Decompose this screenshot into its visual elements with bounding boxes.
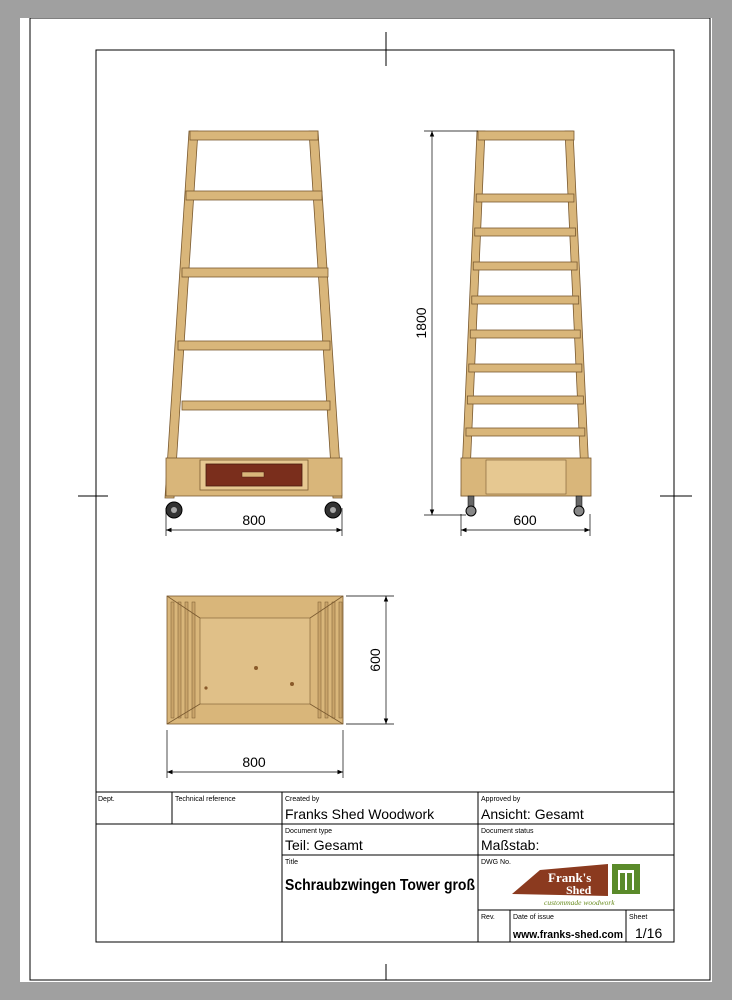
dim-top-width (167, 730, 343, 778)
approved-by-label: Approved by (481, 796, 521, 803)
drawing-title: Schraubzwingen Tower groß (285, 877, 476, 894)
created-by-label: Created by (285, 796, 320, 803)
dwg-no-label: DWG No. (481, 859, 511, 866)
franks-shed-logo (512, 864, 640, 907)
dim-top-depth (346, 596, 394, 724)
side-view (461, 131, 591, 516)
created-by-value: Franks Shed Woodwork (285, 806, 435, 822)
dim-side-width (461, 512, 590, 536)
technical-reference-label: Technical reference (175, 796, 236, 803)
side-shelf (476, 194, 574, 202)
top-slat (171, 602, 174, 718)
rev-label: Rev. (481, 914, 495, 921)
date-of-issue-label: Date of issue (513, 914, 554, 921)
sheet-value: 1/16 (635, 925, 663, 941)
technical-drawing (20, 18, 712, 982)
side-shelf (472, 296, 579, 304)
document-type-value: Teil: Gesamt (285, 837, 363, 853)
dim-top-width-label: 800 (242, 754, 266, 770)
sheet-frame (30, 18, 710, 980)
front-view (165, 131, 342, 518)
document-status-value: Maßstab: (481, 837, 540, 853)
side-shelf (475, 228, 576, 236)
top-slat (185, 602, 188, 718)
side-shelf (470, 330, 580, 338)
dim-front-width-label: 800 (242, 512, 266, 528)
dept-label: Dept. (98, 796, 115, 803)
document-status-label: Document status (481, 828, 534, 835)
logo-tagline: custommade woodwork (544, 898, 615, 907)
top-slat (339, 602, 342, 718)
top-slat (332, 602, 335, 718)
dim-height-label: 1800 (413, 307, 429, 339)
top-slat (192, 602, 195, 718)
top-slat (178, 602, 181, 718)
side-shelf (467, 396, 583, 404)
dim-side-width-label: 600 (513, 512, 537, 528)
top-slat (325, 602, 328, 718)
dim-top-depth-label: 600 (367, 648, 383, 672)
top-slat (318, 602, 321, 718)
title-label: Title (285, 859, 298, 866)
document-type-label: Document type (285, 828, 333, 835)
side-shelf (469, 364, 582, 372)
approved-by-value: Ansicht: Gesamt (481, 806, 584, 822)
sheet-label: Sheet (629, 914, 648, 921)
side-shelf (466, 428, 585, 436)
website-link[interactable]: www.franks-shed.com (512, 929, 624, 941)
logo-line1: Frank's (548, 870, 592, 885)
side-shelf (473, 262, 577, 270)
drawing-sheet (20, 18, 712, 982)
dim-front-width (166, 508, 342, 536)
logo-line2: Shed (566, 883, 592, 897)
top-view (167, 596, 343, 724)
